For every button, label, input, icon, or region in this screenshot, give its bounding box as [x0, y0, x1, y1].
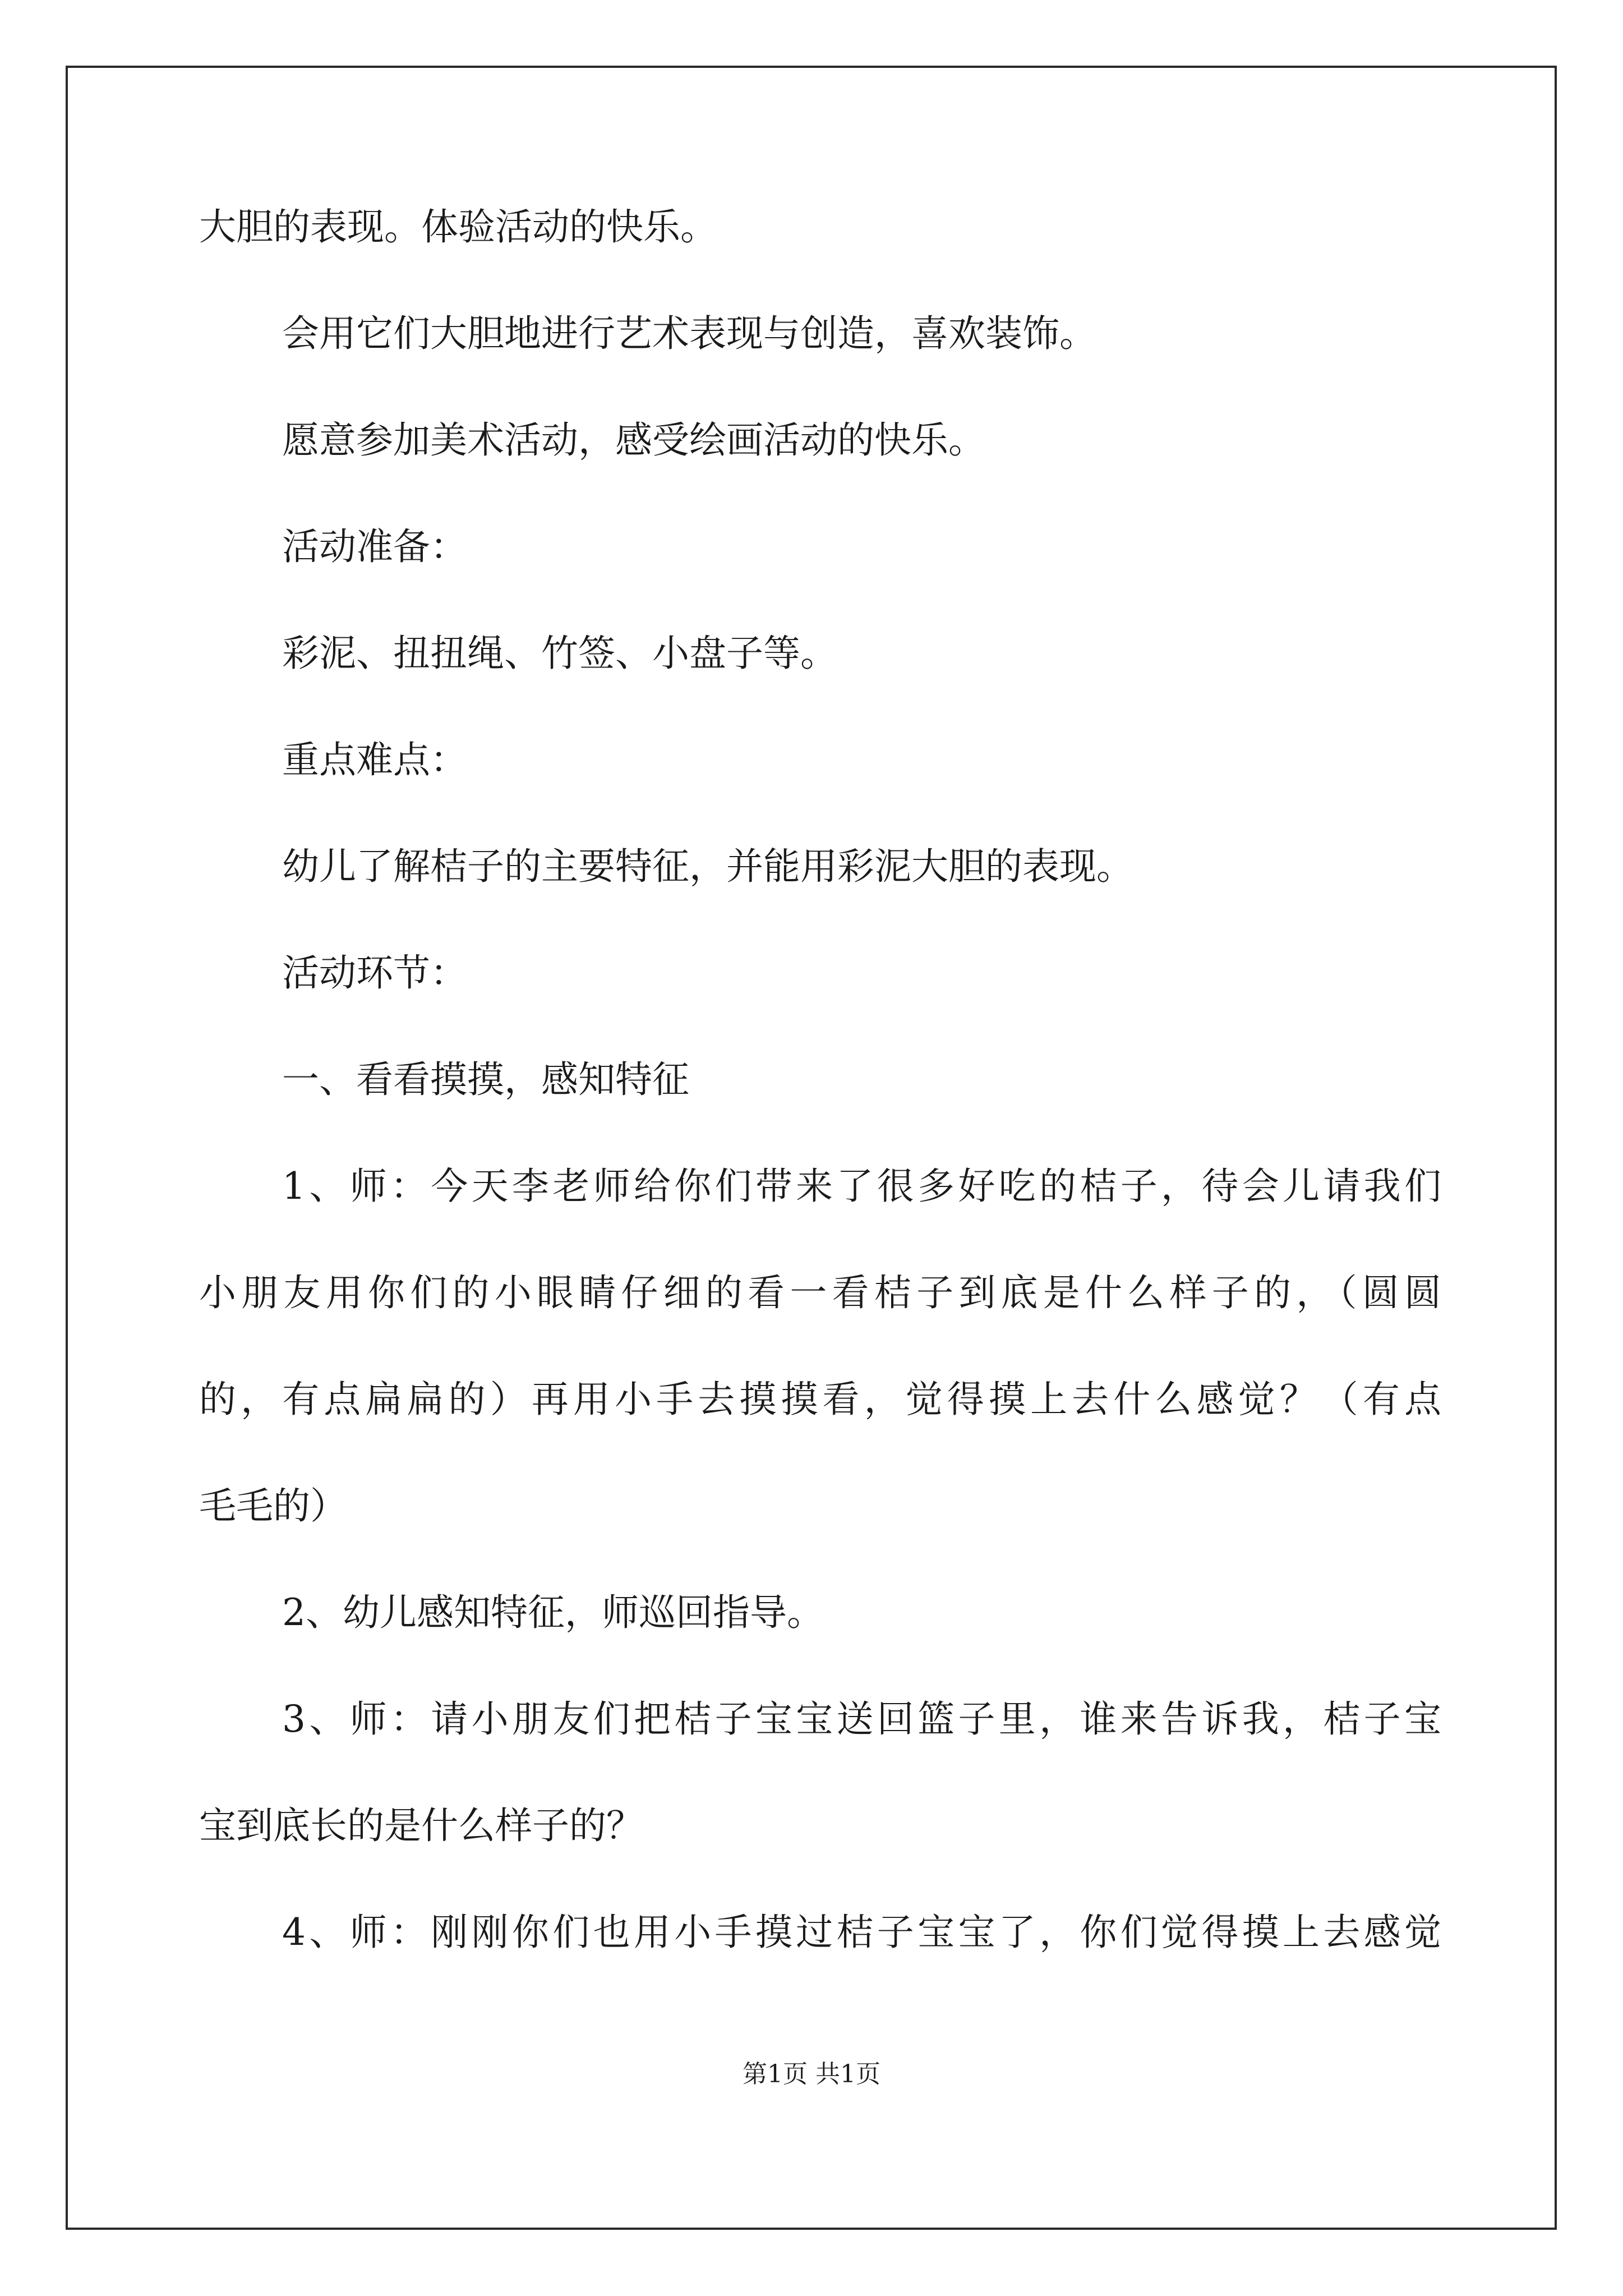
- section-heading: 活动准备：: [282, 525, 467, 568]
- page-number-footer: 第1页 共1页: [743, 2060, 880, 2088]
- text-line: 彩泥、扭扭绳、竹签、小盘子等。: [282, 632, 837, 675]
- text-line: 毛毛的）: [199, 1484, 347, 1527]
- text-line: 大胆的表现。体验活动的快乐。: [199, 205, 717, 249]
- section-heading: 活动环节：: [282, 951, 467, 995]
- page-border: [66, 66, 1557, 2230]
- text-line: 3、师：请小朋友们把桔子宝宝送回篮子里，谁来告诉我，桔子宝: [282, 1697, 1441, 1741]
- text-line: 幼儿了解桔子的主要特征，并能用彩泥大胆的表现。: [282, 845, 1133, 888]
- text-line: 宝到底长的是什么样子的？: [199, 1804, 643, 1847]
- text-line: 会用它们大胆地进行艺术表现与创造，喜欢装饰。: [282, 312, 1096, 355]
- text-line: 的，有点扁扁的）再用小手去摸摸看，觉得摸上去什么感觉？（有点: [199, 1378, 1441, 1421]
- section-heading: 重点难点：: [282, 738, 467, 781]
- subsection-heading: 一、看看摸摸，感知特征: [282, 1058, 689, 1101]
- text-line: 2、幼儿感知特征，师巡回指导。: [282, 1591, 824, 1634]
- text-line: 4、师：刚刚你们也用小手摸过桔子宝宝了，你们觉得摸上去感觉: [282, 1911, 1441, 1954]
- text-line: 1、师：今天李老师给你们带来了很多好吃的桔子，待会儿请我们: [282, 1165, 1441, 1208]
- text-line: 愿意参加美术活动，感受绘画活动的快乐。: [282, 418, 985, 462]
- text-line: 小朋友用你们的小眼睛仔细的看一看桔子到底是什么样子的，（圆圆: [199, 1271, 1441, 1314]
